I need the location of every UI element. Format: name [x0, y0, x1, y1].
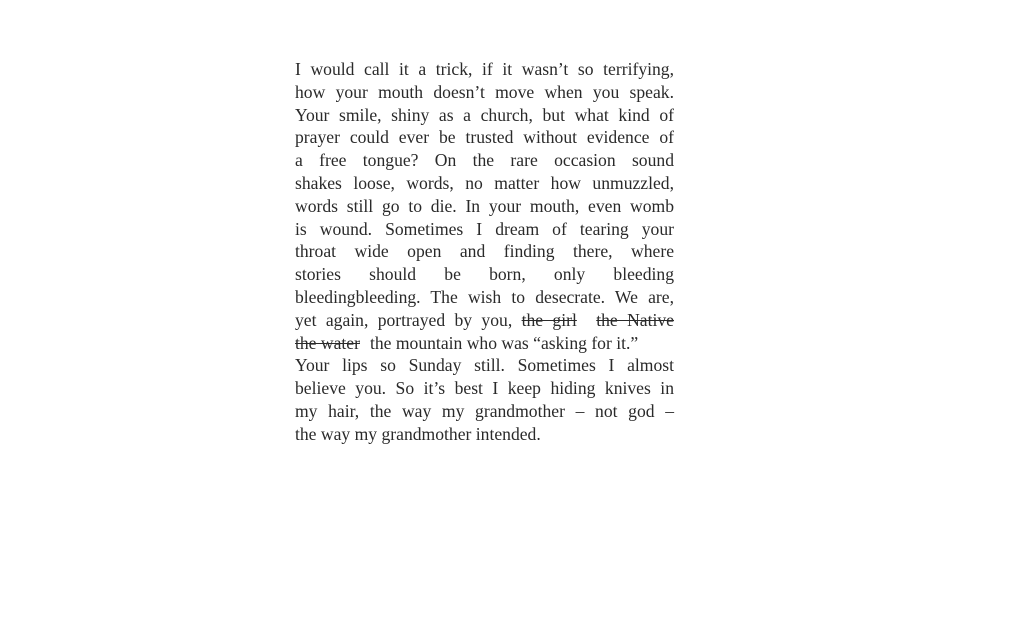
poem-line: is wound. Sometimes I dream of tearing your [295, 218, 674, 239]
poem-line: a free tongue? On the rare occasion sound [295, 150, 674, 171]
poem-line: how your mouth doesn’t move when you speak. [295, 81, 674, 102]
poem-line: words still go to die. In your mouth, even womb [295, 195, 674, 216]
poem-line: my hair, the way my grandmother – not god – [295, 400, 674, 421]
poem-line: I would call it a trick, if it wasn’t so terrifying, [295, 59, 674, 79]
struck-phrase-girl: the girl [521, 309, 577, 330]
poem-line: the way my grandmother intended. [295, 423, 541, 444]
poem-line: throat wide open and finding there, where [295, 241, 674, 262]
poem-line: believe you. So it’s best I keep hiding knives in [295, 378, 674, 399]
poem-line-with-strikethrough [295, 309, 674, 332]
poem-line: prayer could ever be trusted without evidence of [295, 127, 674, 148]
poem-text-segment: the mountain who was “asking for it.” [369, 332, 639, 353]
poem-text-segment: yet again, portrayed by you, [295, 309, 513, 330]
struck-phrase-native: the Native [596, 309, 674, 330]
poem-line: Your lips so Sunday still. Sometimes I almost [295, 355, 674, 376]
poem-line-with-strikethrough [295, 332, 674, 355]
struck-phrase-water: the water [295, 332, 360, 353]
poem-text [295, 58, 674, 446]
poem-line: bleedingbleeding. The wish to desecrate. We are, [295, 286, 674, 307]
poem-line: shakes loose, words, no matter how unmuzzled, [295, 172, 674, 193]
poem-line: Your smile, shiny as a church, but what kind of [295, 104, 674, 125]
poem-line: stories should be born, only bleeding [295, 264, 674, 285]
